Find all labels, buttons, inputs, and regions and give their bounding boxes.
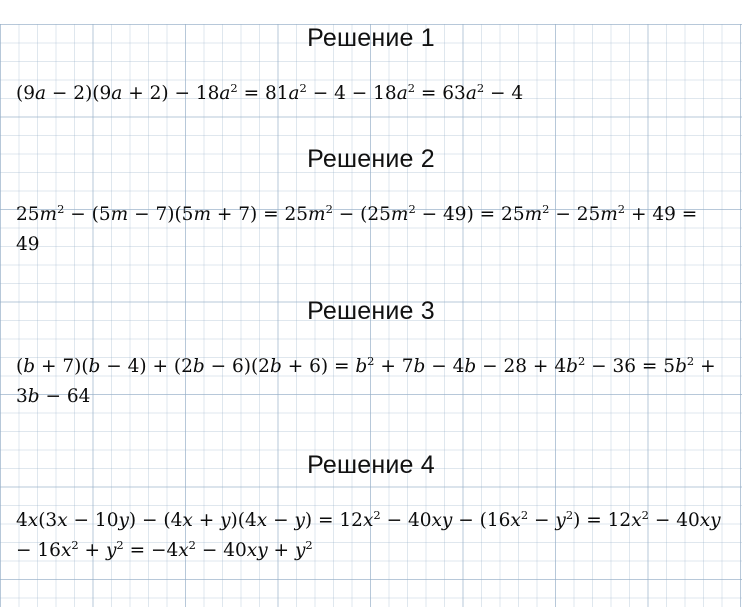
solution-block-2 <box>16 145 726 260</box>
solution-heading-3: Решение 3 <box>307 296 435 325</box>
solution-math-3: $(b + 7)(b - 4) + (2b - 6)(2b + 6) = b^2 + 7b - 4b - 28 + 4b^2 - 36 = 5b^2 + 3b - 64$ <box>16 353 716 407</box>
solution-block-4 <box>16 451 726 566</box>
solution-heading-1: Решение 1 <box>307 24 435 52</box>
solution-heading-2: Решение 2 <box>307 144 435 173</box>
solution-block-3 <box>16 297 726 412</box>
solution-heading-4: Решение 4 <box>307 450 435 479</box>
solution-math-4: $4x(3x - 10y) - (4x + y)(4x - y) = 12x^2 - 40xy - (16x^2 - y^2) = 12x^2 - 40xy - 16x^2 + y^2 = -4x^2 - 40xy + y^2$ <box>16 507 721 561</box>
solution-block-1 <box>16 24 726 109</box>
solution-math-2: $25m^2 - (5m - 7)(5m + 7) = 25m^2 - (25m^2 - 49) = 25m^2 - 25m^2 + 49 = 49$ <box>16 201 698 255</box>
solutions-document <box>0 24 742 566</box>
solution-math-1: $(9a - 2)(9a + 2) - 18a^2 = 81a^2 - 4 - 18a^2 = 63a^2 - 4$ <box>16 80 524 104</box>
